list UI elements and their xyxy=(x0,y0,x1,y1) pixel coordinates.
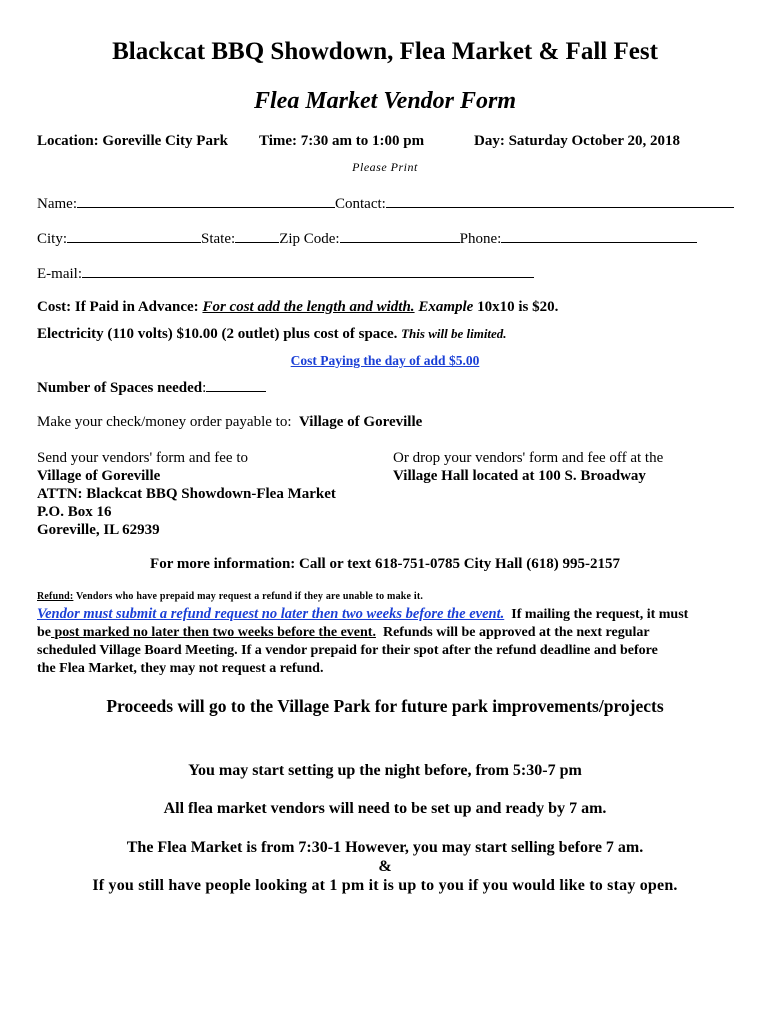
email-row xyxy=(37,264,534,283)
payable-to: Village of Goreville xyxy=(299,414,423,430)
refund-approved: Refunds will be approved at the next regular xyxy=(382,625,650,640)
please-print-note: Please Print xyxy=(352,160,418,174)
contact-label: Contact: xyxy=(334,196,386,212)
city-label: City: xyxy=(37,231,68,247)
proceeds-heading: Proceeds will go to the Village Park for future park improvements/projects xyxy=(106,696,664,716)
refund-paragraph xyxy=(37,605,737,678)
email-label: E-mail: xyxy=(37,266,82,282)
refund-deadline: Vendor must submit a refund request no later then two weeks before the event. xyxy=(37,606,505,622)
spaces-row xyxy=(37,378,266,397)
electricity-limited: This will be limited. xyxy=(401,326,507,341)
phone-field[interactable] xyxy=(501,229,697,243)
more-info-line: For more information: Call or text 618-751-0785 City Hall (618) 995-2157 xyxy=(150,556,620,572)
refund-mailing: If mailing the request, it must xyxy=(511,607,689,622)
refund-line-3: scheduled Village Board Meeting. If a vendor prepaid for their spot after the refund deadline and before xyxy=(37,643,658,658)
refund-be: be xyxy=(37,625,51,640)
refund-note: Vendors who have prepaid may request a refund if they are unable to make it. xyxy=(75,591,424,602)
example-label: Example xyxy=(418,299,474,315)
hours-note: The Flea Market is from 7:30-1 However, you may start selling before 7 am. xyxy=(126,839,644,856)
address-row xyxy=(37,229,697,248)
drop-off-block xyxy=(393,449,663,485)
send-line-3: P.O. Box 16 xyxy=(37,504,112,520)
send-line-2: ATTN: Blackcat BBQ Showdown-Flea Market xyxy=(37,486,336,502)
example-value: 10x10 is $20. xyxy=(477,299,559,315)
cost-line xyxy=(37,299,558,316)
cost-label: Cost: If Paid in Advance: xyxy=(37,299,199,315)
drop-line-1: Village Hall located at 100 S. Broadway xyxy=(393,468,646,484)
spaces-field[interactable] xyxy=(206,378,266,392)
state-field[interactable] xyxy=(235,229,279,243)
day-text: Day: Saturday October 20, 2018 xyxy=(474,133,680,149)
spaces-colon: : xyxy=(202,380,207,396)
ready-note: All flea market vendors will need to be set up and ready by 7 am. xyxy=(163,800,607,817)
refund-line-4: the Flea Market, they may not request a refund. xyxy=(37,661,324,676)
payable-line xyxy=(37,414,422,431)
email-field[interactable] xyxy=(82,264,534,278)
refund-label: Refund: xyxy=(37,591,74,602)
zip-field[interactable] xyxy=(340,229,460,243)
name-field[interactable] xyxy=(77,194,335,208)
state-label: State: xyxy=(201,231,236,247)
name-label: Name: xyxy=(37,196,77,212)
refund-note-line xyxy=(37,591,423,602)
form-title: Blackcat BBQ Showdown, Flea Market & Fall Fest xyxy=(112,38,658,65)
time-text: Time: 7:30 am to 1:00 pm xyxy=(259,133,425,149)
ampersand-line: & xyxy=(378,858,392,875)
contact-field[interactable] xyxy=(386,194,734,208)
stay-open-note: If you still have people looking at 1 pm it is up to you if you would like to stay open. xyxy=(92,877,678,894)
send-line-4: Goreville, IL 62939 xyxy=(37,522,160,538)
spaces-label: Number of Spaces needed xyxy=(37,380,203,396)
refund-postmarked: post marked no later then two weeks before the event. xyxy=(54,625,376,640)
send-line-1: Village of Goreville xyxy=(37,468,161,484)
location-text: Location: Goreville City Park xyxy=(37,133,228,149)
form-subtitle: Flea Market Vendor Form xyxy=(253,88,517,114)
phone-label: Phone: xyxy=(459,231,502,247)
name-row xyxy=(37,194,734,213)
send-intro: Send your vendors' form and fee to xyxy=(37,450,248,466)
drop-intro: Or drop your vendors' form and fee off at the xyxy=(393,450,664,466)
setup-note: You may start setting up the night before, from 5:30-7 pm xyxy=(188,762,582,779)
refund-line-1 xyxy=(37,605,737,624)
cost-note: For cost add the length and width. xyxy=(202,299,415,315)
mail-address-block xyxy=(37,449,336,539)
refund-line-2 xyxy=(37,624,737,642)
city-field[interactable] xyxy=(67,229,201,243)
payable-text: Make your check/money order payable to: xyxy=(37,414,292,430)
zip-label: Zip Code: xyxy=(279,231,340,247)
day-of-cost-note: Cost Paying the day of add $5.00 xyxy=(290,353,480,368)
electricity-text: Electricity (110 volts) $10.00 (2 outlet) plus cost of space. xyxy=(37,326,398,342)
electricity-line xyxy=(37,326,507,343)
